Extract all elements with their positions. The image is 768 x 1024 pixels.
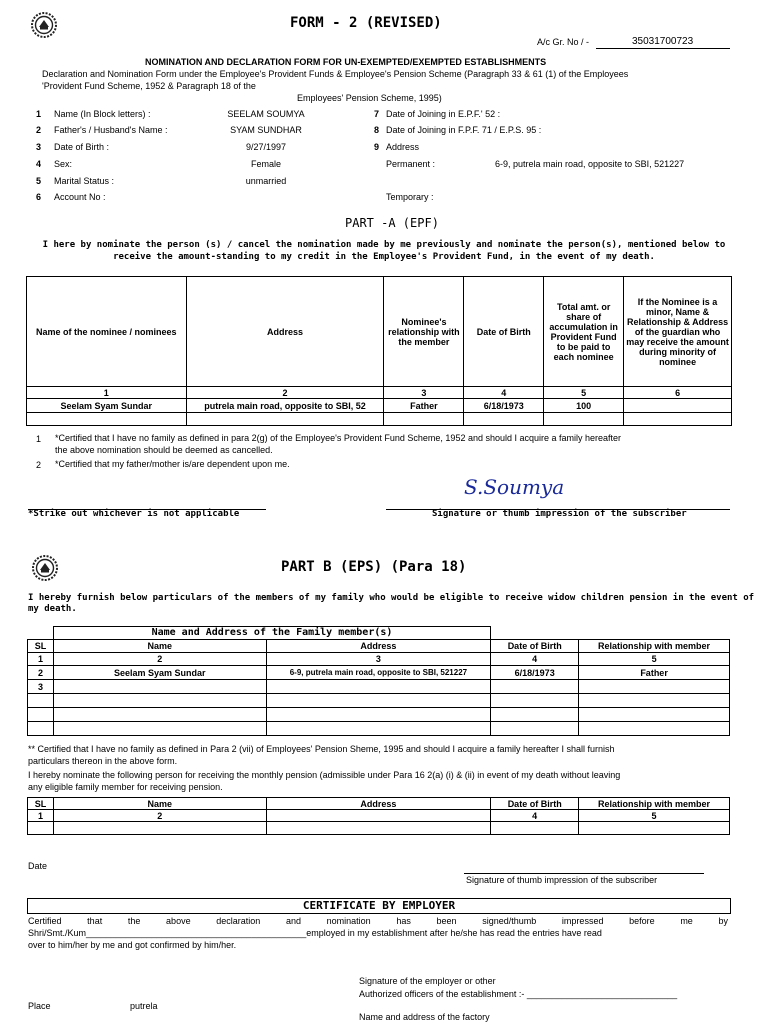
subscriber-signature: S.Soumya — [464, 475, 565, 499]
part-b-pension-colnum-1: 1 — [28, 810, 54, 822]
part-b-member-name: Seelam Syam Sundar — [53, 666, 266, 680]
table-row — [28, 722, 730, 736]
certificate-line-3: over to him/her by me and got confirmed by him/her. — [28, 940, 237, 950]
part-a-nominee-address: putrela main road, opposite to SBI, 52 — [186, 399, 384, 413]
part-b-header-name: Name — [53, 640, 266, 653]
part-a-colnum-5: 5 — [544, 387, 624, 399]
part-a-number-row — [27, 387, 732, 399]
form-heading: NOMINATION AND DECLARATION FORM FOR UN-EXEMPTED/EXEMPTED ESTABLISHMENTS — [145, 57, 547, 67]
part-b-pension-colnum-3 — [266, 810, 491, 822]
part-b-cert-2: particulars thereon in the above form. — [28, 756, 178, 766]
detail-value-name: SEELAM SOUMYA — [227, 109, 305, 119]
part-b-title: PART B (EPS) (Para 18) — [281, 559, 467, 575]
part-b-pension-header-dob: Date of Birth — [491, 798, 579, 810]
part-a-note-1-line-1: *Certified that I have no family as defined in para 2(g) of the Employee's Provident Fund Scheme, 1952 and should I acquire a family hereafter — [55, 433, 622, 443]
part-b-pension-table — [27, 797, 730, 835]
part-a-nominee-share: 100 — [544, 399, 624, 413]
part-a-colnum-6: 6 — [624, 387, 732, 399]
part-b-nominate-1: I hereby nominate the following person for receiving the monthly pension (admissible under Para 16 2(a) (i) & (ii) in event of my death without leaving — [28, 770, 621, 780]
part-a-header-guardian: If the Nominee is a minor, Name & Relationship & Address of the guardian who may receive the amount during minority of nominee — [624, 277, 732, 387]
place-value: putrela — [130, 1001, 158, 1011]
part-b-signature-line — [464, 873, 704, 874]
part-b-pension-header-name: Name — [53, 798, 266, 810]
detail-value-dob: 9/27/1997 — [245, 142, 287, 152]
part-a-colnum-2: 2 — [186, 387, 384, 399]
employer-signature-label-1: Signature of the employer or other — [359, 976, 496, 986]
certificate-title: CERTIFICATE BY EMPLOYER — [27, 898, 731, 914]
ac-group-value: 35031700723 — [632, 36, 694, 47]
detail-num-9: 9 — [374, 142, 380, 152]
part-b-cert-1: ** Certified that I have no family as defined in Para 2 (vii) of Employees' Pension Sheme, 1995 and should I acquire a family hereafter I shall furnish — [28, 744, 615, 754]
detail-label-marital: Marital Status : — [54, 176, 115, 186]
table-row — [27, 399, 732, 413]
part-b-member-dob: 6/18/1973 — [491, 666, 579, 680]
form-subheading-2: 'Provident Fund Scheme, 1952 & Paragraph 18 of the — [42, 81, 256, 91]
detail-num-8: 8 — [374, 125, 380, 135]
form-subheading-3: Employees' Pension Scheme, 1995) — [297, 93, 442, 103]
part-b-header-sl: SL — [28, 640, 54, 653]
detail-num-4: 4 — [36, 159, 42, 169]
part-b-header-dob: Date of Birth — [491, 640, 579, 653]
part-a-nominee-guardian — [624, 399, 732, 413]
detail-label-father: Father's / Husband's Name : — [54, 125, 168, 135]
part-b-pension-colnum-4: 4 — [491, 810, 579, 822]
factory-address-label: Name and address of the factory — [359, 1012, 490, 1022]
table-row — [27, 413, 732, 426]
table-row — [28, 694, 730, 708]
part-a-header-row — [27, 277, 732, 387]
detail-value-father: SYAM SUNDHAR — [230, 125, 302, 135]
detail-num-1: 1 — [36, 109, 42, 119]
part-b-row-3-sl: 3 — [28, 680, 54, 694]
part-a-table — [26, 276, 732, 426]
part-b-intro-1: I hereby furnish below particulars of the members of my family who would be eligible to receive widow children pension in the event of — [28, 593, 755, 603]
detail-num-6: 6 — [36, 192, 42, 202]
part-b-member-address: 6-9, putrela main road, opposite to SBI, 521227 — [266, 666, 491, 680]
part-b-group-header-table — [53, 626, 491, 639]
part-b-pension-header-sl: SL — [28, 798, 54, 810]
strike-out-note: *Strike out whichever is not applicable — [28, 509, 240, 519]
part-a-colnum-3: 3 — [384, 387, 464, 399]
part-b-colnum-5: 5 — [579, 653, 730, 666]
detail-label-temporary: Temporary : — [386, 192, 434, 202]
part-a-header-share: Total amt. or share of accumulation in Provident Fund to be paid to each nominee — [544, 277, 624, 387]
detail-label-name: Name (In Block letters) : — [54, 109, 151, 119]
detail-label-epf-joining: Date of Joining in E.P.F.' 52 : — [386, 109, 501, 119]
part-a-header-address: Address — [186, 277, 384, 387]
part-a-colnum-4: 4 — [464, 387, 544, 399]
part-b-pension-colnum-2: 2 — [53, 810, 266, 822]
detail-value-sex: Female — [250, 159, 281, 169]
part-b-group-header: Name and Address of the Family member(s) — [54, 627, 491, 639]
table-row — [28, 680, 730, 694]
date-label: Date — [28, 861, 48, 871]
part-b-row-2-sl: 2 — [28, 666, 54, 680]
part-b-signature-label: Signature of thumb impression of the subscriber — [466, 875, 658, 885]
part-b-header-relationship: Relationship with member — [579, 640, 730, 653]
form-subheading-1: Declaration and Nomination Form under the Employee's Provident Funds & Employee's Pension Scheme (Paragraph 33 & 61 (1) of the Employees — [42, 69, 629, 79]
detail-num-7: 7 — [374, 109, 380, 119]
part-b-pension-colnum-5: 5 — [579, 810, 730, 822]
table-row — [28, 822, 730, 835]
part-b-member-relationship: Father — [579, 666, 730, 680]
employer-signature-label-2: Authorized officers of the establishment :- ______________________________ — [359, 989, 678, 999]
part-a-nominee-relationship: Father — [384, 399, 464, 413]
epfo-emblem-icon — [31, 12, 57, 38]
table-row — [28, 666, 730, 680]
detail-label-fpf-joining: Date of Joining in F.P.F. 71 / E.P.S. 95 : — [386, 125, 542, 135]
part-a-header-dob: Date of Birth — [464, 277, 544, 387]
part-b-intro-2: my death. — [28, 604, 77, 614]
part-b-colnum-2: 2 — [53, 653, 266, 666]
part-a-header-relationship: Nominee's relationship with the member — [384, 277, 464, 387]
certificate-line-1: Certified that the above declaration and nomination has been signed/thumb impressed before me by — [28, 916, 728, 926]
part-a-nominee-name: Seelam Syam Sundar — [27, 399, 187, 413]
part-a-signature-label: Signature or thumb impression of the subscriber — [432, 509, 687, 519]
part-a-intro-2: receive the amount-standing to my credit in the Employee's Provident Fund, in the event of my death. — [113, 252, 655, 262]
certificate-line-2: Shri/Smt./Kum____________________________________________employed in my establishment after he/she has read the entries have read — [28, 928, 602, 938]
detail-label-address: Address — [386, 142, 420, 152]
detail-label-dob: Date of Birth : — [54, 142, 110, 152]
part-a-note-1-num: 1 — [36, 434, 42, 444]
detail-num-2: 2 — [36, 125, 42, 135]
detail-num-3: 3 — [36, 142, 42, 152]
place-label: Place — [28, 1001, 51, 1011]
part-a-nominee-dob: 6/18/1973 — [464, 399, 544, 413]
part-a-note-2-num: 2 — [36, 460, 42, 470]
part-b-nominate-2: any eligible family member for receiving pension. — [28, 782, 223, 792]
part-a-header-name: Name of the nominee / nominees — [27, 277, 187, 387]
part-b-pension-header-row — [28, 798, 730, 810]
part-b-colnum-1: 1 — [28, 653, 54, 666]
form-title: FORM - 2 (REVISED) — [290, 15, 442, 31]
part-b-pension-header-address: Address — [266, 798, 491, 810]
ac-underline — [596, 48, 730, 49]
detail-label-sex: Sex: — [54, 159, 73, 169]
part-a-note-2: *Certified that my father/mother is/are dependent upon me. — [55, 459, 290, 469]
part-b-pension-header-relationship: Relationship with member — [579, 798, 730, 810]
part-b-header-address: Address — [266, 640, 491, 653]
part-b-pension-number-row — [28, 810, 730, 822]
detail-num-5: 5 — [36, 176, 42, 186]
part-b-number-row — [28, 653, 730, 666]
detail-value-marital: unmarried — [245, 176, 287, 186]
part-a-title: PART -A (EPF) — [345, 216, 439, 230]
ac-group-label: A/c Gr. No / - — [537, 37, 590, 47]
detail-label-account: Account No : — [54, 192, 106, 202]
detail-value-permanent: 6-9, putrela main road, opposite to SBI, 521227 — [495, 159, 685, 169]
part-b-colnum-3: 3 — [266, 653, 491, 666]
part-a-note-1-line-2: the above nomination should be deemed as cancelled. — [55, 445, 273, 455]
epfo-emblem-icon — [32, 555, 58, 581]
part-a-colnum-1: 1 — [27, 387, 187, 399]
part-b-colnum-4: 4 — [491, 653, 579, 666]
part-b-table — [27, 639, 730, 736]
detail-label-permanent: Permanent : — [386, 159, 436, 169]
part-b-header-row — [28, 640, 730, 653]
part-a-intro-1: I here by nominate the person (s) / cancel the nomination made by me previously and nominate the person(s), mentioned below to — [42, 240, 726, 250]
table-row — [28, 708, 730, 722]
